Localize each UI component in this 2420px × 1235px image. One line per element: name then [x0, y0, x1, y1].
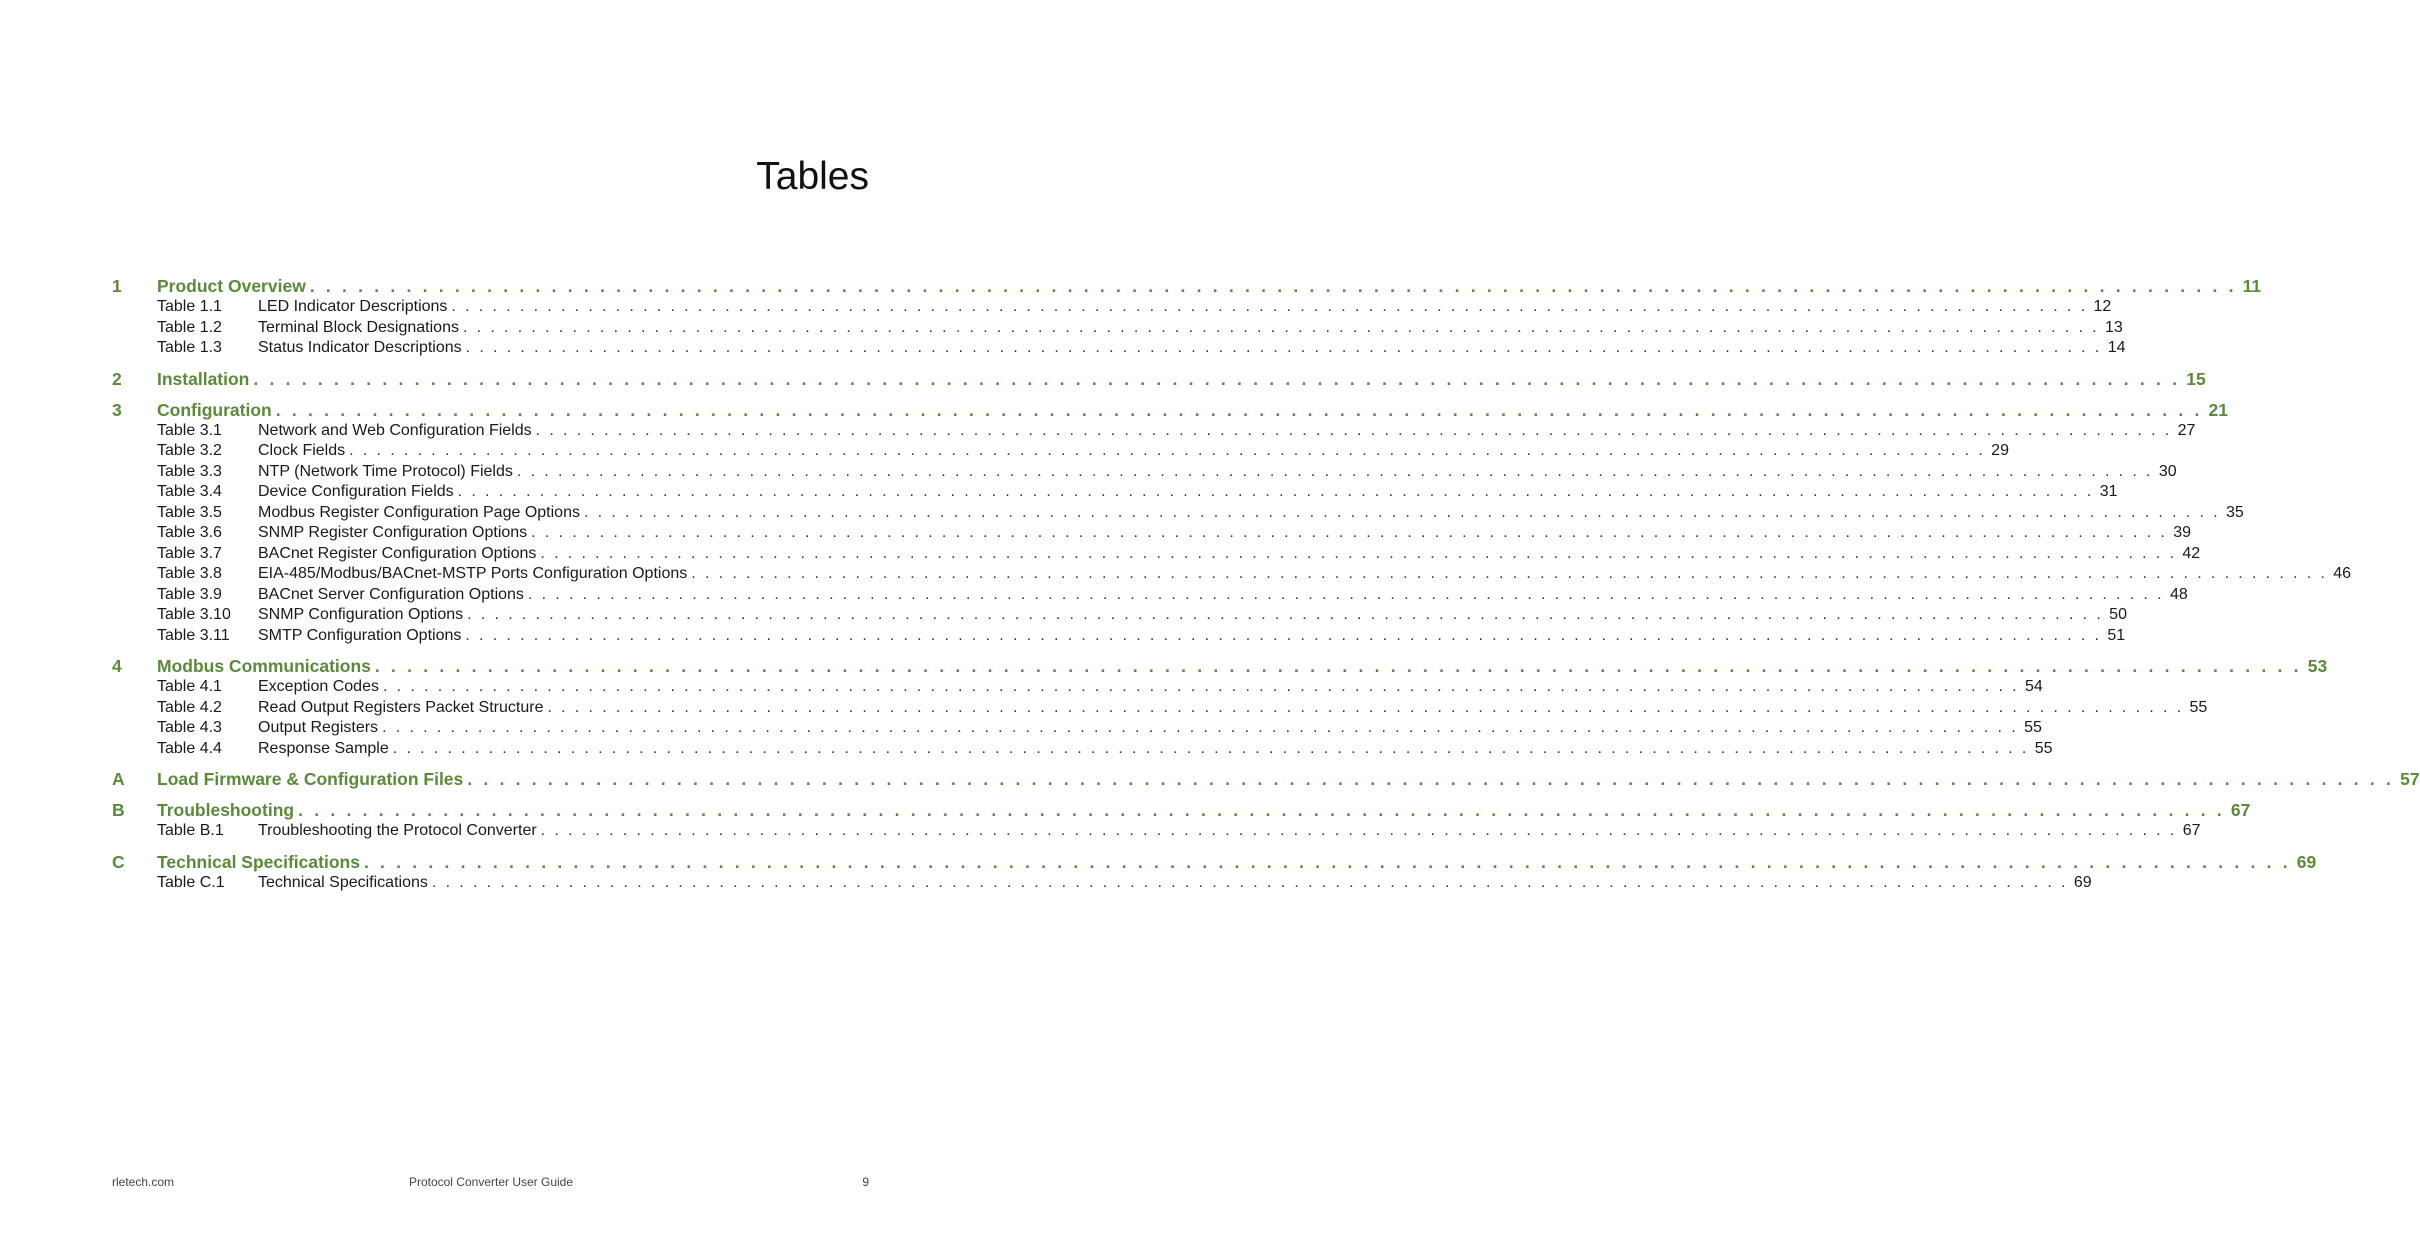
table-page-number: 14 [2107, 339, 2126, 356]
table-page-number: 55 [2034, 739, 2053, 757]
toc-chapter-entry[interactable] [112, 768, 2420, 790]
toc-table-entry[interactable] [112, 564, 2352, 585]
table-label: Table 3.5 [157, 503, 222, 521]
table-label: Table 3.10 [157, 606, 231, 623]
dot-leader: . . . . . . . . . . . . . . . . . . . . . . . . . . . . . . . . . . . . . . . . . . . . . . . . . . . . . . . . . . . . . . . . . . . . . . . . . . . . . . . . . . . . . . . . . . . . . . . . . . . . . . . . . . . . . . . . . . . . . . . . [467, 606, 2104, 623]
table-title: Network and Web Configuration Fields [258, 421, 532, 439]
chapter-number: 1 [112, 276, 122, 296]
table-title: Modbus Register Configuration Page Options [258, 503, 580, 521]
toc-table-entry[interactable] [112, 698, 2208, 719]
dot-leader: . . . . . . . . . . . . . . . . . . . . . . . . . . . . . . . . . . . . . . . . . . . . . . . . . . . . . . . . . . . . . . . . . . . . . . . . . . . . . . . . . . . . . . . . . . . . . . . . . . . . . . . . . . . . . . . . . . . . . . . . [382, 719, 2019, 736]
chapter-number: 4 [112, 656, 122, 676]
toc-table-entry[interactable] [112, 318, 2123, 339]
table-page-number: 69 [2073, 873, 2092, 891]
dot-leader: . . . . . . . . . . . . . . . . . . . . . . . . . . . . . . . . . . . . . . . . . . . . . . . . . . . . . . . . . . . . . . . . . . . . . . . . . . . . . . . . . . . . . . . . . . . . . . . . . . . . . . . . . . . . . . . . . . . . . . . . [392, 739, 2029, 757]
table-label: Table 3.1 [157, 421, 222, 439]
toc-chapter-entry[interactable] [112, 655, 2328, 677]
table-title: Status Indicator Descriptions [258, 339, 462, 356]
dot-leader: . . . . . . . . . . . . . . . . . . . . . . . . . . . . . . . . . . . . . . . . . . . . . . . . . . . . . . . . . . . . . . . . . . . . . . . . . . . . . . . . . . . . . . . . . . . . . . . . . . . . . . . . . . . . . . . . . . . . . . . . [583, 503, 2220, 521]
toc-chapter [112, 655, 2328, 759]
toc-table-entry[interactable] [112, 503, 2244, 524]
toc-table-entry[interactable] [112, 421, 2196, 442]
toc-table-entry[interactable] [112, 297, 2112, 318]
toc-chapter [112, 851, 2317, 894]
toc-table-entry[interactable] [112, 338, 2126, 359]
chapter-title: Technical Specifications [157, 851, 360, 872]
table-page-number: 50 [2109, 606, 2127, 623]
chapter-page-number: 57 [2400, 769, 2420, 789]
chapter-page-number: 69 [2296, 851, 2317, 872]
table-title: BACnet Server Configuration Options [258, 585, 524, 603]
toc-chapter [112, 368, 2206, 390]
toc-chapter [112, 768, 2420, 790]
toc-chapter-entry[interactable] [112, 799, 2251, 821]
table-label: Table 1.3 [157, 339, 222, 356]
table-title: SNMP Register Configuration Options [258, 524, 528, 541]
chapter-page-number: 11 [2242, 276, 2262, 296]
dot-leader: . . . . . . . . . . . . . . . . . . . . . . . . . . . . . . . . . . . . . . . . . . . . . . . . . . . . . . . . . . . . . . . . . . . . . . . . . . . . . . . . . . . . . . . . . . . . . . . . . . . . . . . . . . . . . . . . . . . . . . . . [531, 524, 2168, 541]
table-label: Table 4.3 [157, 719, 222, 736]
dot-leader: . . . . . . . . . . . . . . . . . . . . . . . . . . . . . . . . . . . . . . . . . . . . . . . . . . . . . . . . . . . . . . . . . . . . . . . . . . . . . . . . . . . . . . . . . . . . . . . . . . . . . . . . . . . . . . . . . . . . . . . . [451, 298, 2088, 315]
table-label: Table 3.11 [157, 626, 230, 644]
chapter-title: Load Firmware & Configuration Files [157, 769, 464, 789]
toc-table-entry[interactable] [112, 873, 2092, 894]
toc-chapter-entry[interactable] [112, 275, 2262, 297]
table-title: Read Output Registers Packet Structure [258, 698, 544, 716]
table-label: Table 1.1 [157, 298, 222, 315]
table-title: Exception Codes [258, 678, 379, 695]
table-page-number: 31 [2099, 483, 2118, 500]
table-page-number: 42 [2182, 544, 2201, 562]
chapter-number: B [112, 800, 125, 820]
table-label: Table C.1 [157, 873, 225, 891]
dot-leader: . . . . . . . . . . . . . . . . . . . . . . . . . . . . . . . . . . . . . . . . . . . . . . . . . . . . . . . . . . . . . . . . . . . . . . . . . . . . . . . . . . . . . . . . . . . . . . . . . . . . . . . . . . . . . . . . . . . . . . . . [465, 626, 2102, 644]
dot-leader: . . . . . . . . . . . . . . . . . . . . . . . . . . . . . . . . . . . . . . . . . . . . . . . . . . . . . . . . . . . . . . . . . . . . . . . . . . . . . . . . . . . . . . . . . . . . . . . . . . . . . . . . . . . . . . . . . . . . . . . . [382, 678, 2019, 695]
table-title: LED Indicator Descriptions [258, 298, 448, 315]
table-page-number: 55 [2024, 719, 2042, 736]
toc-table-entry[interactable] [112, 462, 2177, 483]
table-page-number: 13 [2105, 318, 2123, 336]
table-label: Table 4.1 [157, 678, 222, 695]
table-page-number: 51 [2107, 626, 2126, 644]
toc-chapter-entry[interactable] [112, 368, 2206, 390]
page-title: Tables [756, 155, 869, 198]
table-page-number: 29 [1991, 442, 2009, 459]
table-title: Clock Fields [258, 442, 346, 459]
table-title: NTP (Network Time Protocol) Fields [258, 462, 513, 480]
footer-website[interactable]: rletech.com [112, 1175, 175, 1189]
table-page-number: 27 [2177, 421, 2196, 439]
footer-document-title: Protocol Converter User Guide [408, 1175, 574, 1189]
toc-chapter-entry[interactable] [112, 851, 2317, 873]
chapter-number: C [112, 851, 125, 872]
dot-leader: . . . . . . . . . . . . . . . . . . . . . . . . . . . . . . . . . . . . . . . . . . . . . . . . . . . . . . . . . . . . . . . . . . . . . . . . . . . . . . . . . . . . . . . . . . . . . . . . . . . . . . . . . . . . . . . . . . . . . . . . [540, 544, 2177, 562]
toc-table-entry[interactable] [112, 739, 2053, 760]
dot-leader: . . . . . . . . . . . . . . . . . . . . . . . . . . . . . . . . . . . . . . . . . . . . . . . . . . . . . . . . . . . . . . . . . . . . . . . . . . . . . . . . . . . . . . . . . . . . . . . . . . . . . . . . . . . . . . . . . . . . . . . . [467, 769, 2395, 789]
toc-table-entry[interactable] [112, 718, 2042, 739]
dot-leader: . . . . . . . . . . . . . . . . . . . . . . . . . . . . . . . . . . . . . . . . . . . . . . . . . . . . . . . . . . . . . . . . . . . . . . . . . . . . . . . . . . . . . . . . . . . . . . . . . . . . . . . . . . . . . . . . . . . . . . . . [363, 851, 2291, 872]
table-label: Table 1.2 [157, 318, 222, 336]
table-label: Table 3.8 [157, 565, 222, 582]
table-label: Table 3.2 [157, 442, 222, 459]
table-label: Table 3.6 [157, 524, 222, 541]
table-title: BACnet Register Configuration Options [258, 544, 537, 562]
toc-table-entry[interactable] [112, 482, 2118, 503]
table-label: Table 3.7 [157, 544, 222, 562]
dot-leader: . . . . . . . . . . . . . . . . . . . . . . . . . . . . . . . . . . . . . . . . . . . . . . . . . . . . . . . . . . . . . . . . . . . . . . . . . . . . . . . . . . . . . . . . . . . . . . . . . . . . . . . . . . . . . . . . . . . . . . . . [309, 276, 2237, 296]
table-page-number: 67 [2182, 822, 2201, 839]
toc-chapter-entry[interactable] [112, 399, 2229, 421]
table-of-tables [112, 275, 2420, 902]
dot-leader: . . . . . . . . . . . . . . . . . . . . . . . . . . . . . . . . . . . . . . . . . . . . . . . . . . . . . . . . . . . . . . . . . . . . . . . . . . . . . . . . . . . . . . . . . . . . . . . . . . . . . . . . . . . . . . . . . . . . . . . . [457, 483, 2094, 500]
chapter-number: 2 [112, 368, 122, 389]
table-label: Table 3.4 [157, 483, 222, 500]
table-title: Device Configuration Fields [258, 483, 454, 500]
table-page-number: 48 [2169, 585, 2188, 603]
toc-chapter [112, 399, 2352, 647]
dot-leader: . . . . . . . . . . . . . . . . . . . . . . . . . . . . . . . . . . . . . . . . . . . . . . . . . . . . . . . . . . . . . . . . . . . . . . . . . . . . . . . . . . . . . . . . . . . . . . . . . . . . . . . . . . . . . . . . . . . . . . . . [349, 442, 1986, 459]
table-page-number: 35 [2226, 503, 2244, 521]
chapter-page-number: 21 [2208, 399, 2229, 420]
table-title: EIA-485/Modbus/BACnet-MSTP Ports Configuration Options [258, 565, 688, 582]
chapter-title: Installation [157, 368, 250, 389]
toc-chapter [112, 799, 2251, 842]
toc-table-entry[interactable] [112, 605, 2127, 626]
table-page-number: 46 [2333, 565, 2352, 582]
table-label: Table 3.9 [157, 585, 222, 603]
dot-leader: . . . . . . . . . . . . . . . . . . . . . . . . . . . . . . . . . . . . . . . . . . . . . . . . . . . . . . . . . . . . . . . . . . . . . . . . . . . . . . . . . . . . . . . . . . . . . . . . . . . . . . . . . . . . . . . . . . . . . . . . [527, 585, 2164, 603]
table-label: Table 4.2 [157, 698, 222, 716]
toc-table-entry[interactable] [112, 544, 2201, 565]
dot-leader: . . . . . . . . . . . . . . . . . . . . . . . . . . . . . . . . . . . . . . . . . . . . . . . . . . . . . . . . . . . . . . . . . . . . . . . . . . . . . . . . . . . . . . . . . . . . . . . . . . . . . . . . . . . . . . . . . . . . . . . . [298, 800, 2225, 820]
table-label: Table 3.3 [157, 462, 222, 480]
table-page-number: 30 [2158, 462, 2177, 480]
toc-table-entry[interactable] [112, 677, 2043, 698]
footer-page-number: 9 [862, 1175, 869, 1189]
toc-table-entry[interactable] [112, 441, 2009, 462]
chapter-title: Configuration [157, 399, 272, 420]
dot-leader: . . . . . . . . . . . . . . . . . . . . . . . . . . . . . . . . . . . . . . . . . . . . . . . . . . . . . . . . . . . . . . . . . . . . . . . . . . . . . . . . . . . . . . . . . . . . . . . . . . . . . . . . . . . . . . . . . . . . . . . . [275, 399, 2203, 420]
table-page-number: 55 [2189, 698, 2208, 716]
toc-table-entry[interactable] [112, 821, 2201, 842]
table-label: Table 4.4 [157, 739, 222, 757]
table-title: Technical Specifications [258, 873, 428, 891]
dot-leader: . . . . . . . . . . . . . . . . . . . . . . . . . . . . . . . . . . . . . . . . . . . . . . . . . . . . . . . . . . . . . . . . . . . . . . . . . . . . . . . . . . . . . . . . . . . . . . . . . . . . . . . . . . . . . . . . . . . . . . . . [462, 318, 2100, 336]
dot-leader: . . . . . . . . . . . . . . . . . . . . . . . . . . . . . . . . . . . . . . . . . . . . . . . . . . . . . . . . . . . . . . . . . . . . . . . . . . . . . . . . . . . . . . . . . . . . . . . . . . . . . . . . . . . . . . . . . . . . . . . . [535, 421, 2172, 439]
toc-table-entry[interactable] [112, 523, 2191, 544]
table-title: Response Sample [258, 739, 389, 757]
dot-leader: . . . . . . . . . . . . . . . . . . . . . . . . . . . . . . . . . . . . . . . . . . . . . . . . . . . . . . . . . . . . . . . . . . . . . . . . . . . . . . . . . . . . . . . . . . . . . . . . . . . . . . . . . . . . . . . . . . . . . . . . [547, 698, 2184, 716]
chapter-page-number: 53 [2307, 656, 2328, 676]
chapter-title: Product Overview [157, 276, 306, 296]
dot-leader: . . . . . . . . . . . . . . . . . . . . . . . . . . . . . . . . . . . . . . . . . . . . . . . . . . . . . . . . . . . . . . . . . . . . . . . . . . . . . . . . . . . . . . . . . . . . . . . . . . . . . . . . . . . . . . . . . . . . . . . . [253, 368, 2181, 389]
table-page-number: 54 [2025, 678, 2043, 695]
dot-leader: . . . . . . . . . . . . . . . . . . . . . . . . . . . . . . . . . . . . . . . . . . . . . . . . . . . . . . . . . . . . . . . . . . . . . . . . . . . . . . . . . . . . . . . . . . . . . . . . . . . . . . . . . . . . . . . . . . . . . . . . [431, 873, 2068, 891]
table-label: Table B.1 [157, 822, 224, 839]
toc-table-entry[interactable] [112, 585, 2188, 606]
chapter-title: Modbus Communications [157, 656, 371, 676]
chapter-number: 3 [112, 399, 122, 420]
dot-leader: . . . . . . . . . . . . . . . . . . . . . . . . . . . . . . . . . . . . . . . . . . . . . . . . . . . . . . . . . . . . . . . . . . . . . . . . . . . . . . . . . . . . . . . . . . . . . . . . . . . . . . . . . . . . . . . . . . . . . . . . [691, 565, 2328, 582]
table-title: Output Registers [258, 719, 379, 736]
chapter-page-number: 67 [2230, 800, 2251, 820]
table-page-number: 12 [2093, 298, 2112, 315]
table-title: Terminal Block Designations [258, 318, 459, 336]
dot-leader: . . . . . . . . . . . . . . . . . . . . . . . . . . . . . . . . . . . . . . . . . . . . . . . . . . . . . . . . . . . . . . . . . . . . . . . . . . . . . . . . . . . . . . . . . . . . . . . . . . . . . . . . . . . . . . . . . . . . . . . . [465, 339, 2102, 356]
table-title: Troubleshooting the Protocol Converter [258, 822, 537, 839]
toc-table-entry[interactable] [112, 626, 2126, 647]
table-page-number: 39 [2173, 524, 2191, 541]
dot-leader: . . . . . . . . . . . . . . . . . . . . . . . . . . . . . . . . . . . . . . . . . . . . . . . . . . . . . . . . . . . . . . . . . . . . . . . . . . . . . . . . . . . . . . . . . . . . . . . . . . . . . . . . . . . . . . . . . . . . . . . . [540, 822, 2177, 839]
chapter-number: A [112, 769, 125, 789]
table-title: SMTP Configuration Options [258, 626, 462, 644]
chapter-title: Troubleshooting [157, 800, 295, 820]
dot-leader: . . . . . . . . . . . . . . . . . . . . . . . . . . . . . . . . . . . . . . . . . . . . . . . . . . . . . . . . . . . . . . . . . . . . . . . . . . . . . . . . . . . . . . . . . . . . . . . . . . . . . . . . . . . . . . . . . . . . . . . . [516, 462, 2153, 480]
chapter-page-number: 15 [2186, 368, 2206, 389]
toc-chapter [112, 275, 2262, 359]
dot-leader: . . . . . . . . . . . . . . . . . . . . . . . . . . . . . . . . . . . . . . . . . . . . . . . . . . . . . . . . . . . . . . . . . . . . . . . . . . . . . . . . . . . . . . . . . . . . . . . . . . . . . . . . . . . . . . . . . . . . . . . . [374, 656, 2302, 676]
table-title: SNMP Configuration Options [258, 606, 464, 623]
